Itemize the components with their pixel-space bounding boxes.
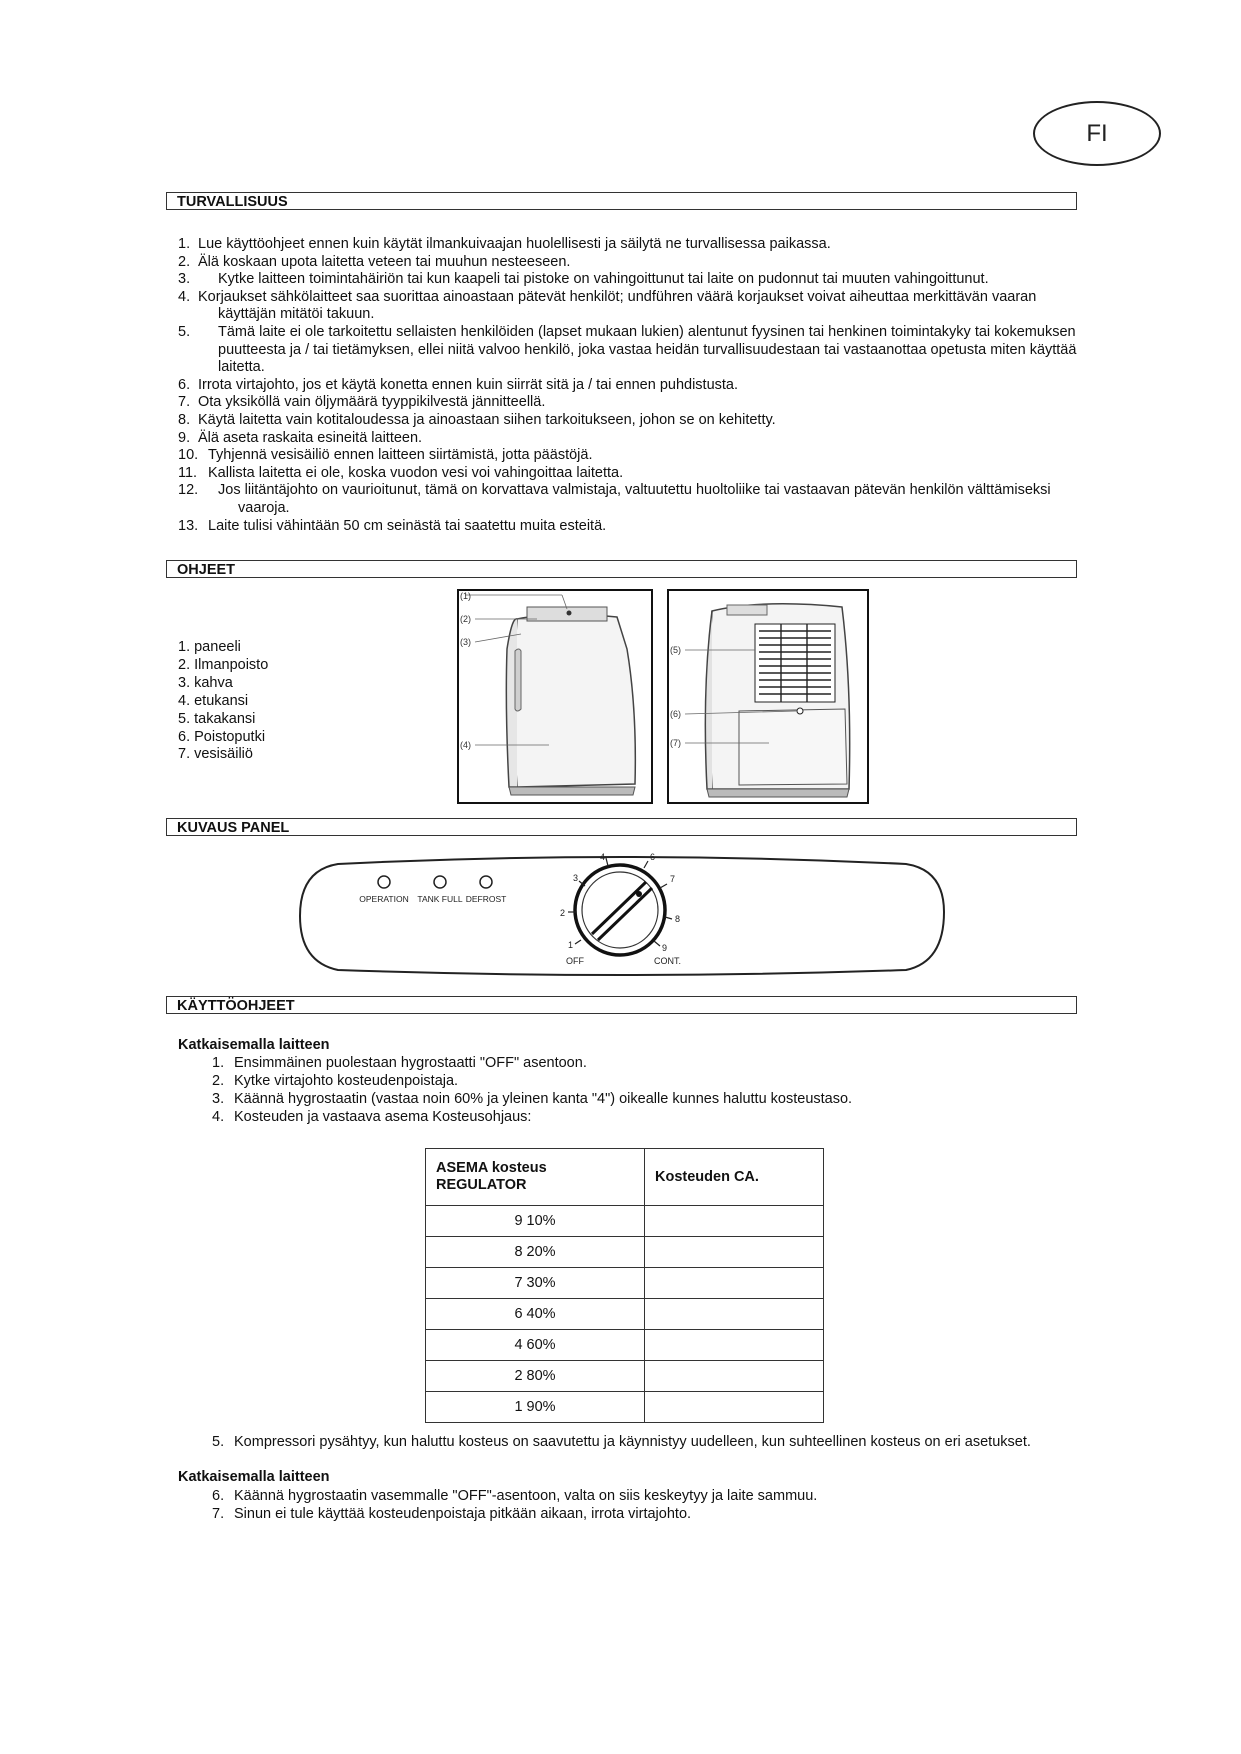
list-item: 11. Kallista laitetta ei ole, koska vuodon vesi voi vahingoittaa laitetta. — [178, 464, 624, 481]
dial-mark-3: 3 — [573, 873, 579, 883]
list-item: 8. Käytä laitetta vain kotitaloudessa ja ainoastaan siihen tarkoitukseen, johon se on kehitetty. — [178, 411, 776, 428]
table-row: 1 90% — [426, 1392, 824, 1423]
dial-mark-8: 8 — [675, 914, 681, 924]
list-item: 1. paneeli — [178, 639, 241, 655]
section-header-instructions: OHJEET — [166, 560, 1077, 578]
usage-steps-off — [212, 1487, 1062, 1523]
usage-step-5 — [212, 1433, 1042, 1451]
subheading-switch-on: Katkaisemalla laitteen — [178, 1037, 330, 1053]
hygrostat-dial[interactable] — [575, 865, 668, 955]
list-item: 2. Kytke virtajohto kosteudenpoistaja. — [212, 1073, 459, 1089]
language-badge — [1033, 101, 1161, 166]
table-row: 2 80% — [426, 1361, 824, 1392]
list-item: 1. Lue käyttöohjeet ennen kuin käytät ilmankuivaajan huolellisesti ja säilytä ne turvallisessa paikassa. — [178, 236, 831, 252]
dial-cont-label: CONT. — [654, 956, 681, 966]
humidity-table — [425, 1148, 824, 1423]
tank-full-indicator — [434, 876, 446, 888]
dial-mark-2: 2 — [560, 908, 566, 918]
list-item: 12. Jos liitäntäjohto on vaurioitunut, tämä on korvattava valmistaja, valtuutettu huoltoliike tai vastaavan pätevän henkilön välttämiseksi vaaroja. — [178, 482, 1051, 516]
defrost-indicator — [480, 876, 492, 888]
section-header-panel: KUVAUS PANEL — [166, 818, 1077, 836]
callout-2: (2) — [460, 614, 471, 624]
list-item: 7. Sinun ei tule käyttää kosteudenpoistaja pitkään aikaan, irrota virtajohto. — [212, 1506, 692, 1522]
usage-steps — [212, 1054, 1062, 1126]
table-header: ASEMA kosteus REGULATOR — [426, 1149, 645, 1206]
callout-1: (1) — [460, 591, 471, 601]
callout-6: (6) — [670, 709, 681, 719]
table-header: Kosteuden CA. — [645, 1149, 824, 1206]
section-header-usage: KÄYTTÖOHJEET — [166, 996, 1077, 1014]
list-item: 6. Irrota virtajohto, jos et käytä konetta ennen kuin siirrät sitä ja / tai ennen puhdistusta. — [178, 376, 739, 393]
safety-list — [178, 236, 1078, 535]
parts-list — [178, 639, 268, 764]
dial-mark-4: 4 — [600, 852, 606, 862]
callout-5: (5) — [670, 645, 681, 655]
section-header-safety: TURVALLISUUS — [166, 192, 1077, 210]
table-row: 9 10% — [426, 1206, 824, 1237]
list-item: 5. takakansi — [178, 710, 256, 727]
list-item: 2. Älä koskaan upota laitetta veteen tai muuhun nesteeseen. — [178, 253, 571, 270]
defrost-label: DEFROST — [465, 894, 507, 904]
back-view-illustration — [667, 589, 869, 804]
language-code: FI — [1086, 119, 1108, 147]
dial-mark-9: 9 — [662, 943, 668, 953]
table-row: 7 30% — [426, 1268, 824, 1299]
list-item: 3. Kytke laitteen toimintahäiriön tai kun kaapeli tai pistoke on vahingoittunut tai laite on pudonnut tai muuten vahingoittunut. — [178, 271, 989, 288]
list-item: 4. Kosteuden ja vastaava asema Kosteusohjaus: — [212, 1109, 532, 1125]
list-item: 4. Korjaukset sähkölaitteet saa suorittaa ainoastaan pätevät henkilöt; undführen väärä korjaukset voivat aiheuttaa merkittävän vaaran käyttäjän mitätöi takuun. — [178, 288, 1037, 323]
list-item: 2. Ilmanpoisto — [178, 656, 269, 673]
list-item: 5. Tämä laite ei ole tarkoitettu sellaisten henkilöiden (lapset mukaan lukien) alentunut fyysinen tai henkinen toimintakyky tai kokemuksen puutteesta ja / tai tietämyksen, ellei niitä valvoo henkilö, joka vastaa heidän turvallisuudestaan tai vastaanottaa opetusta miten käyttää laitetta. — [178, 323, 1077, 376]
operation-label: OPERATION — [359, 894, 409, 904]
list-item: 6. Poistoputki — [178, 728, 266, 745]
table-row: 8 20% — [426, 1237, 824, 1268]
dial-mark-1: 1 — [568, 940, 574, 950]
list-item: 13. Laite tulisi vähintään 50 cm seinästä tai saatettu muita esteitä. — [178, 517, 607, 534]
list-item: 7. vesisäiliö — [178, 746, 253, 763]
list-item: 5. Kompressori pysähtyy, kun haluttu kosteus on saavutettu ja käynnistyy uudelleen, kun suhteellinen kosteus on eri asetukset. — [212, 1434, 1031, 1450]
dial-mark-6: 6 — [650, 852, 656, 862]
dial-mark-7: 7 — [670, 874, 676, 884]
table-row: 4 60% — [426, 1330, 824, 1361]
callout-7: (7) — [670, 738, 681, 748]
callout-3: (3) — [460, 637, 471, 647]
front-view-illustration — [457, 589, 653, 804]
tank-full-label: TANK FULL — [417, 894, 463, 904]
list-item: 4. etukansi — [178, 692, 249, 709]
control-panel-illustration — [298, 852, 946, 982]
table-row: 6 40% — [426, 1299, 824, 1330]
subheading-switch-off: Katkaisemalla laitteen — [178, 1469, 330, 1485]
operation-indicator — [378, 876, 390, 888]
list-item: 9. Älä aseta raskaita esineitä laitteen. — [178, 429, 423, 446]
list-item: 7. Ota yksiköllä vain öljymäärä tyyppikilvestä jännitteellä. — [178, 394, 546, 411]
list-item: 6. Käännä hygrostaatin vasemmalle "OFF"-asentoon, valta on siis keskeytyy ja laite sammuu. — [212, 1488, 818, 1504]
dial-off-label: OFF — [566, 956, 584, 966]
callout-4: (4) — [460, 740, 471, 750]
list-item: 10. Tyhjennä vesisäiliö ennen laitteen siirtämistä, jotta päästöjä. — [178, 447, 593, 464]
list-item: 3. kahva — [178, 674, 233, 691]
list-item: 3. Käännä hygrostaatin (vastaa noin 60% ja yleinen kanta "4") oikealle kunnes haluttu kosteustaso. — [212, 1091, 853, 1107]
list-item: 1. Ensimmäinen puolestaan hygrostaatti "OFF" asentoon. — [212, 1055, 587, 1071]
